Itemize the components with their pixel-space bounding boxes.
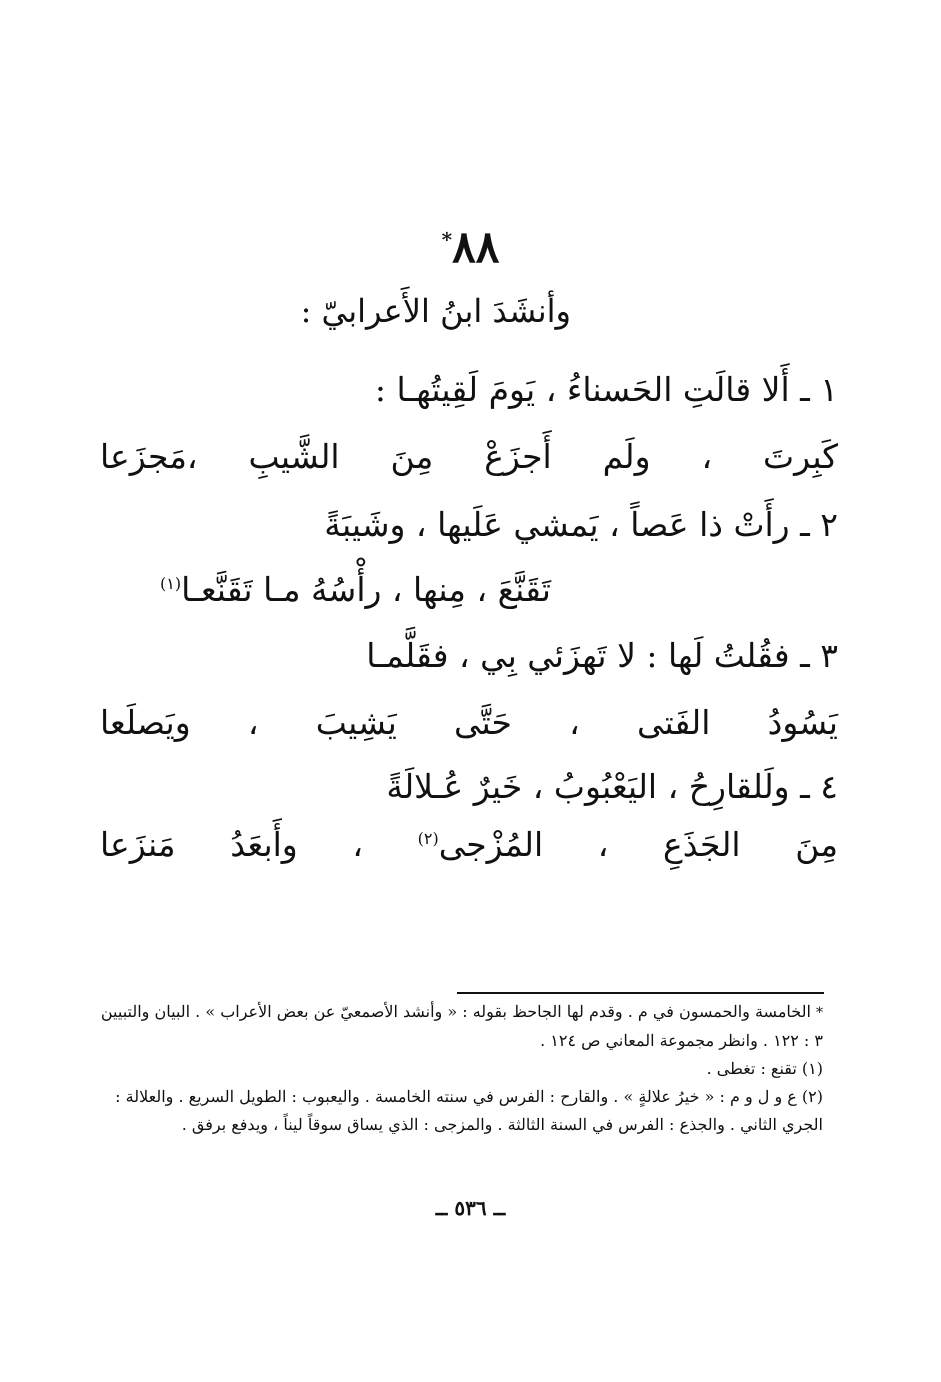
verse-1-second-hemistich: كَبِرتَ ، ولَم أَجزَعْ مِنَ الشَّيبِ ،مَجزَعا: [100, 437, 838, 476]
footnote-1: (١) تقنع : تغطى .: [706, 1059, 823, 1078]
poem-number: [0, 222, 941, 273]
verse-4-second-hemistich: [100, 825, 838, 864]
verse-2-first-hemistich: ٢ ـ رأَتْ ذا عَصاً ، يَمشي عَلَيها ، وشَيبَةً: [324, 505, 838, 544]
footnote-star-marker: *: [816, 1005, 823, 1021]
verse-2-second-text: تَقَنَّعَ ، مِنها ، رأْسُهُ مـا تَقَنَّعـا: [181, 570, 551, 609]
footnote-star-text: الخامسة والحمسون في م . وقدم لها الجاحظ بقوله : « وأنشد الأصمعيّ عن بعض الأعراب » . البيان والتبيين ٣ : ١٢٢ . وانظر مجموعة المعاني ص ١٢٤ .: [100, 1002, 823, 1050]
footnote-ref-2: (٢): [417, 829, 439, 848]
verse-4-first-hemistich: ٤ ـ ولَلقارِحُ ، اليَعْبُوبُ ، خَيرٌ عُـلالَةً: [386, 767, 838, 806]
verse-1-first-hemistich: ١ ـ أَلا قالَتِ الحَسناءُ ، يَومَ لَقِيتُهـا :: [374, 370, 838, 409]
verse-4-second-text-a: مِنَ الجَذَعِ ، المُزْجى: [438, 825, 838, 864]
footnote-ref-1: (١): [160, 574, 182, 593]
footnote-divider: [457, 992, 824, 994]
footnotes: [92, 998, 823, 1139]
poem-intro: وأنشَدَ ابنُ الأَعرابيّ :: [300, 292, 571, 330]
verse-4-second-text-b: ، وأَبعَدُ مَنزَعا: [100, 825, 364, 864]
verse-3-second-hemistich: يَسُودُ الفَتى ، حَتَّى يَشِيبَ ، ويَصلَعا: [100, 703, 838, 742]
footnote-2: (٢) ع و ل و م : « خيرُ علالةٍ » . والقارح : الفرس في سنته الخامسة . واليعبوب : الطويل السريع . والعلالة : الجري الثاني . والجذع : الفرس في السنة الثالثة . والمزجى : الذي يساق سوقاً ليناً ، ويدفع برفق .: [115, 1087, 823, 1134]
poem-number-value: ٨٨: [452, 222, 500, 273]
page-number: ــ ٥٣٦ ــ: [435, 1196, 506, 1220]
poem-number-star: *: [441, 227, 453, 252]
verse-2-second-hemistich: [160, 570, 551, 609]
footnote-star: [92, 998, 823, 1055]
verse-3-first-hemistich: ٣ ـ فقُلتُ لَها : لا تَهزَئي بِي ، فقَلَّمـا: [366, 636, 838, 675]
